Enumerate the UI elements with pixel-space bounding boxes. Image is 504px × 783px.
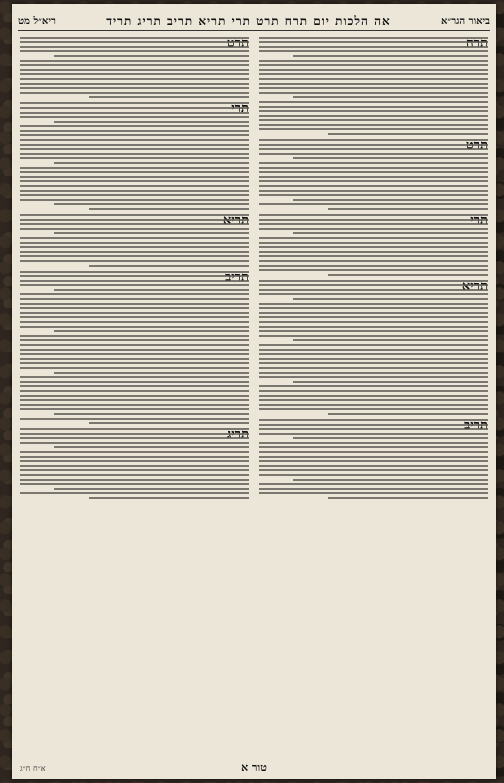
text-line <box>20 223 249 225</box>
text-line <box>20 139 249 141</box>
text-line <box>328 133 488 135</box>
text-line <box>259 307 488 309</box>
text-line <box>20 437 249 439</box>
commentary-section <box>20 428 249 499</box>
text-line <box>20 418 249 420</box>
text-line <box>259 194 488 196</box>
text-line <box>259 385 488 387</box>
text-line <box>20 395 249 397</box>
text-line <box>259 171 488 173</box>
text-line <box>259 128 488 130</box>
text-line <box>259 214 488 216</box>
text-line <box>20 219 249 221</box>
text-line <box>259 92 488 94</box>
text-line <box>20 237 249 239</box>
text-line <box>20 153 249 155</box>
text-line <box>259 376 488 378</box>
text-line <box>20 404 249 406</box>
text-line <box>259 50 488 52</box>
text-line <box>20 37 249 39</box>
text-line <box>20 171 249 173</box>
text-line <box>259 180 488 182</box>
text-line <box>20 125 249 127</box>
text-line <box>259 83 488 85</box>
text-line <box>89 96 249 98</box>
text-line <box>259 330 488 332</box>
text-line <box>20 284 249 286</box>
text-line <box>259 78 488 80</box>
text-line <box>259 139 488 141</box>
text-line <box>259 119 488 121</box>
text-line <box>259 203 488 205</box>
text-line <box>259 280 488 282</box>
text-line <box>259 460 488 462</box>
text-line <box>259 442 488 444</box>
text-line <box>20 83 249 85</box>
text-line <box>20 60 249 62</box>
text-line <box>20 408 249 410</box>
text-line <box>259 219 488 221</box>
text-line <box>20 479 249 481</box>
text-line <box>54 330 249 332</box>
text-line <box>259 433 488 435</box>
text-line <box>20 64 249 66</box>
text-line <box>259 124 488 126</box>
text-line <box>259 372 488 374</box>
text-line <box>20 78 249 80</box>
text-line <box>259 60 488 62</box>
text-line <box>54 55 249 57</box>
text-line <box>20 335 249 337</box>
text-line <box>259 101 488 103</box>
text-line <box>259 488 488 490</box>
text-line <box>293 298 488 300</box>
text-line <box>20 275 249 277</box>
text-line <box>259 46 488 48</box>
text-line <box>20 316 249 318</box>
text-line <box>20 50 249 52</box>
text-line <box>259 185 488 187</box>
text-line <box>259 237 488 239</box>
text-line <box>259 303 488 305</box>
text-line <box>259 492 488 494</box>
text-line <box>20 367 249 369</box>
text-line <box>20 385 249 387</box>
folio-number: מט <box>18 15 30 27</box>
text-line <box>259 465 488 467</box>
text-line <box>259 41 488 43</box>
text-line <box>54 446 249 448</box>
text-line <box>259 251 488 253</box>
text-line <box>54 488 249 490</box>
text-line <box>259 344 488 346</box>
text-line <box>20 456 249 458</box>
text-line <box>259 284 488 286</box>
text-line <box>20 255 249 257</box>
text-line <box>259 469 488 471</box>
text-line <box>20 157 249 159</box>
text-line <box>259 408 488 410</box>
text-line <box>259 367 488 369</box>
text-line <box>20 381 249 383</box>
text-line <box>328 274 488 276</box>
text-line <box>20 492 249 494</box>
text-line <box>20 148 249 150</box>
text-line <box>259 242 488 244</box>
text-line <box>259 37 488 39</box>
text-line <box>259 162 488 164</box>
text-line <box>259 289 488 291</box>
text-line <box>20 73 249 75</box>
footer-signature: טור א <box>241 761 267 774</box>
text-line <box>89 208 249 210</box>
text-line <box>20 190 249 192</box>
text-line <box>259 404 488 406</box>
text-line <box>259 456 488 458</box>
text-line <box>259 349 488 351</box>
text-line <box>328 208 488 210</box>
commentary-section <box>259 37 488 135</box>
text-line <box>259 228 488 230</box>
text-line <box>293 232 488 234</box>
page-header <box>18 12 490 31</box>
text-line <box>259 69 488 71</box>
page-footer <box>12 761 496 775</box>
text-line <box>259 144 488 146</box>
text-line <box>259 153 488 155</box>
text-line <box>259 115 488 117</box>
text-line <box>20 87 249 89</box>
text-line <box>259 483 488 485</box>
text-line <box>20 469 249 471</box>
commentary-section <box>259 214 488 276</box>
text-line <box>20 433 249 435</box>
text-line <box>20 46 249 48</box>
text-line <box>54 203 249 205</box>
text-line <box>259 428 488 430</box>
text-line <box>328 413 488 415</box>
text-line <box>20 442 249 444</box>
text-line <box>20 312 249 314</box>
text-line <box>259 446 488 448</box>
text-line <box>89 265 249 267</box>
text-line <box>20 339 249 341</box>
text-line <box>20 194 249 196</box>
right-column <box>259 34 488 757</box>
text-line <box>293 381 488 383</box>
text-line <box>20 260 249 262</box>
text-line <box>259 190 488 192</box>
text-line <box>20 144 249 146</box>
text-line <box>20 321 249 323</box>
text-line <box>259 326 488 328</box>
text-line <box>54 372 249 374</box>
text-line <box>20 474 249 476</box>
text-line <box>259 265 488 267</box>
text-line <box>259 362 488 364</box>
text-line <box>20 180 249 182</box>
text-line <box>259 293 488 295</box>
text-line <box>293 479 488 481</box>
text-line <box>293 157 488 159</box>
text-line <box>259 399 488 401</box>
text-line <box>259 424 488 426</box>
text-line <box>259 87 488 89</box>
text-line <box>20 112 249 114</box>
text-line <box>259 246 488 248</box>
text-line <box>259 260 488 262</box>
text-line <box>54 413 249 415</box>
text-line <box>20 349 249 351</box>
text-line <box>259 395 488 397</box>
text-line <box>259 64 488 66</box>
footer-small-note: א״ח ח״ג <box>20 764 46 773</box>
text-line <box>259 316 488 318</box>
text-line <box>293 96 488 98</box>
text-line <box>293 339 488 341</box>
commentary-section <box>20 37 249 99</box>
text-line <box>20 134 249 136</box>
text-line <box>259 73 488 75</box>
text-line <box>259 176 488 178</box>
header-signature-mark: ביאור הגר״א <box>441 15 490 27</box>
text-line <box>259 148 488 150</box>
text-line <box>20 228 249 230</box>
text-line <box>20 399 249 401</box>
text-line <box>20 376 249 378</box>
text-line <box>20 251 249 253</box>
text-line <box>20 199 249 201</box>
text-line <box>20 451 249 453</box>
text-columns <box>20 34 488 757</box>
text-line <box>20 214 249 216</box>
text-line <box>20 280 249 282</box>
text-line <box>20 116 249 118</box>
text-line <box>20 307 249 309</box>
commentary-section <box>259 280 488 415</box>
text-line <box>54 162 249 164</box>
text-line <box>20 353 249 355</box>
text-line <box>328 497 488 499</box>
text-line <box>20 271 249 273</box>
text-line <box>293 55 488 57</box>
text-line <box>20 483 249 485</box>
text-line <box>20 460 249 462</box>
text-line <box>259 167 488 169</box>
text-line <box>20 344 249 346</box>
text-line <box>20 130 249 132</box>
text-line <box>259 106 488 108</box>
text-line <box>293 437 488 439</box>
text-line <box>259 451 488 453</box>
text-line <box>20 246 249 248</box>
text-line <box>259 223 488 225</box>
text-line <box>20 298 249 300</box>
text-line <box>259 335 488 337</box>
text-line <box>20 242 249 244</box>
commentary-section <box>20 214 249 267</box>
text-line <box>259 358 488 360</box>
commentary-section <box>259 139 488 210</box>
text-line <box>20 176 249 178</box>
text-line <box>20 390 249 392</box>
header-side-text: ריא״ל <box>33 15 56 27</box>
text-line <box>54 232 249 234</box>
text-line <box>54 121 249 123</box>
header-side-label <box>18 16 56 27</box>
text-line <box>20 362 249 364</box>
text-line <box>259 110 488 112</box>
text-line <box>259 312 488 314</box>
text-line <box>20 41 249 43</box>
commentary-section <box>20 271 249 425</box>
text-line <box>20 92 249 94</box>
text-line <box>54 289 249 291</box>
text-line <box>20 107 249 109</box>
text-line <box>89 497 249 499</box>
text-line <box>20 465 249 467</box>
text-line <box>259 474 488 476</box>
text-line <box>20 293 249 295</box>
text-line <box>259 321 488 323</box>
text-line <box>20 167 249 169</box>
text-line <box>259 419 488 421</box>
commentary-section <box>259 419 488 499</box>
text-line <box>20 69 249 71</box>
text-line <box>89 422 249 424</box>
running-title: אה הלכות יום תרח תרט תרי תריא תריב תריג תריד <box>106 13 391 28</box>
text-line <box>259 390 488 392</box>
text-line <box>293 199 488 201</box>
printed-page <box>12 4 496 779</box>
text-line <box>259 269 488 271</box>
text-line <box>259 255 488 257</box>
text-line <box>20 358 249 360</box>
text-line <box>20 303 249 305</box>
text-line <box>20 102 249 104</box>
commentary-section <box>20 102 249 210</box>
text-line <box>259 353 488 355</box>
text-line <box>20 185 249 187</box>
text-line <box>20 326 249 328</box>
left-column <box>20 34 249 757</box>
text-line <box>20 428 249 430</box>
